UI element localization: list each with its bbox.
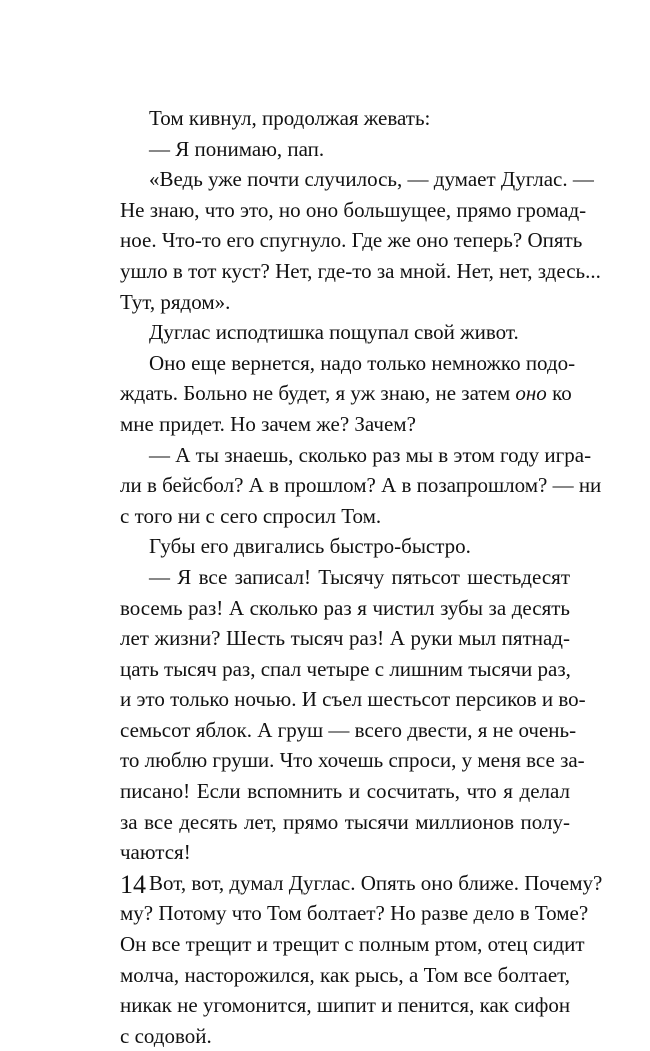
text-line: — А ты знаешь, сколько раз мы в этом году игра- xyxy=(149,442,592,467)
text-line: с того ни с сего спросил Том. xyxy=(120,503,382,528)
text-line: с содовой. xyxy=(120,1023,212,1048)
text-line: Не знаю, что это, но оно большущее, прямо громад- xyxy=(120,197,587,222)
text-line: никак не угомонится, шипит и пенится, как сифон xyxy=(120,993,571,1018)
text-line: Оно еще вернется, надо только немножко подо- xyxy=(149,350,576,375)
text-line: цать тысяч раз, спал четыре с лишним тысячи раз, xyxy=(120,656,571,681)
text-segment: ко xyxy=(546,381,572,406)
text-line: — Я понимаю, пап. xyxy=(149,136,325,161)
text-line: ушло в тот куст? Нет, где-то за мной. Нет, нет, здесь... xyxy=(120,258,601,283)
text-line: Губы его двигались быстро-быстро. xyxy=(149,534,471,559)
text-line: ли в бейсбол? А в прошлом? А в позапрошлом? — ни xyxy=(120,473,602,498)
text-line: за все десять лет, прямо тысячи миллионов полу- xyxy=(120,809,570,834)
emphasized-word: оно xyxy=(515,381,547,406)
text-line: молча, насторожился, как рысь, а Том все болтает, xyxy=(120,962,570,987)
text-line-with-emphasis xyxy=(120,378,570,409)
text-line: Том кивнул, продолжая жевать: xyxy=(149,106,431,130)
text-line: писано! Если вспомнить и сосчитать, что я делал xyxy=(120,779,570,804)
text-line: Вот, вот, думал Дуглас. Опять оно ближе. Почему? xyxy=(149,870,603,895)
text-line: лет жизни? Шесть тысяч раз! А руки мыл пятнад- xyxy=(120,626,570,651)
text-line: ное. Что-то его спугнуло. Где же оно теперь? Опять xyxy=(120,228,583,253)
text-line: — Я все записал! Тысячу пятьсот шестьдесят xyxy=(149,564,570,589)
page-number: 14 xyxy=(120,870,146,899)
text-segment: ждать. Больно не будет, я уж знаю, не затем xyxy=(120,381,516,406)
text-line: «Ведь уже почти случилось, — думает Дуглас. — xyxy=(149,167,594,192)
text-line: Тут, рядом». xyxy=(120,289,231,314)
text-line: то люблю груши. Что хочешь спроси, у меня все за- xyxy=(120,748,585,773)
text-line: восемь раз! А сколько раз я чистил зубы за десять xyxy=(120,595,570,620)
text-line: мне придет. Но зачем же? Зачем? xyxy=(120,411,416,436)
text-line: Он все трещит и трещит с полным ртом, отец сидит xyxy=(120,932,585,957)
text-line: чаются! xyxy=(120,840,191,865)
text-line: му? Потому что Том болтает? Но разве дело в Томе? xyxy=(120,901,589,926)
text-line: семьсот яблок. А груш — всего двести, я не очень- xyxy=(120,717,577,742)
body-text xyxy=(120,103,603,1051)
text-line: и это только ночью. И съел шестьсот персиков и во- xyxy=(120,687,586,712)
text-line: Дуглас исподтишка пощупал свой живот. xyxy=(149,320,519,345)
